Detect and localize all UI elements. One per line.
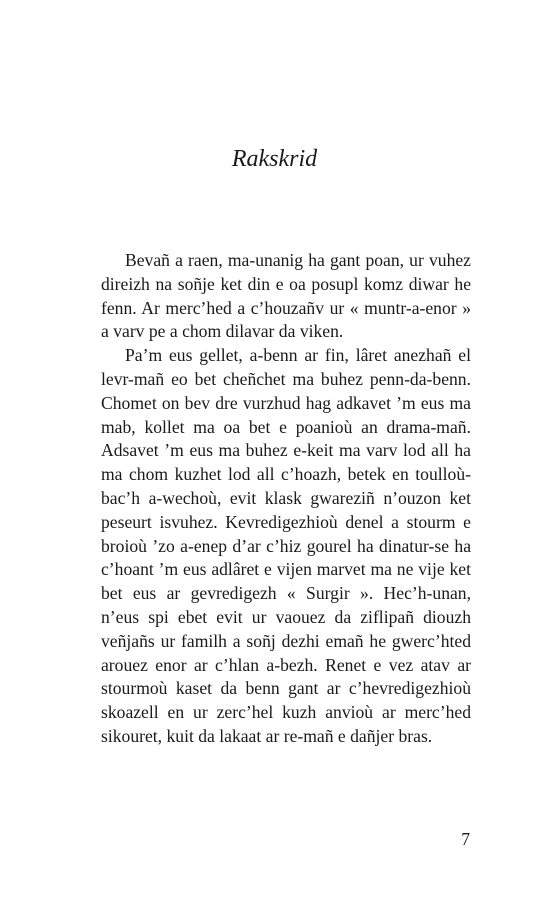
body-text — [101, 249, 471, 749]
paragraph-1: Bevañ a raen, ma-unanig ha gant poan, ur vuhez direizh na soñje ket din e oa posupl komz diwar he fenn. Ar merc’hed a c’houzañv ur « muntr-a-enor » a varv pe a chom dilavar da viken. — [101, 250, 471, 342]
chapter-title: Rakskrid — [231, 146, 318, 172]
page-number: 7 — [461, 829, 470, 849]
paragraph-2: Pa’m eus gellet, a-benn ar fin, lâret anezhañ el levr-mañ eo bet cheñchet ma buhez penn-da-benn. Chomet on bev dre vurzhud hag adkavet ’m eus ma mab, kollet ma oa bet e poanioù an drama-mañ. Adsavet ’m eus ma buhez e-keit ma varv lod all ha ma chom kuzhet lod all c’hoazh, betek en toulloù-bac’h a-wechoù, evit klask gwareziñ n’ouzon ket peseurt isvuhez. Kevredigezhioù denel a stourm e broioù ’zo a-enep d’ar c’hiz gourel ha dinatur-se ha c’hoant ’m eus adlâret e vijen marvet ma ne vije ket bet eus ar gevredigezh « Surgir ». Hec’h-unan, n’eus spi ebet evit ur vaouez da ziflipañ diouzh veñjañs ur familh a soñj dezhi emañ he gwerc’hted arouez enor ar c’hlan a-bezh. Renet e vez atav ar stourmoù kaset da benn gant ar c’hevredigezhioù skoazell en ur zerc’hel kuzh anvioù ar merc’hed sikouret, kuit da lakaat ar re-mañ e dañjer bras. — [101, 345, 471, 746]
